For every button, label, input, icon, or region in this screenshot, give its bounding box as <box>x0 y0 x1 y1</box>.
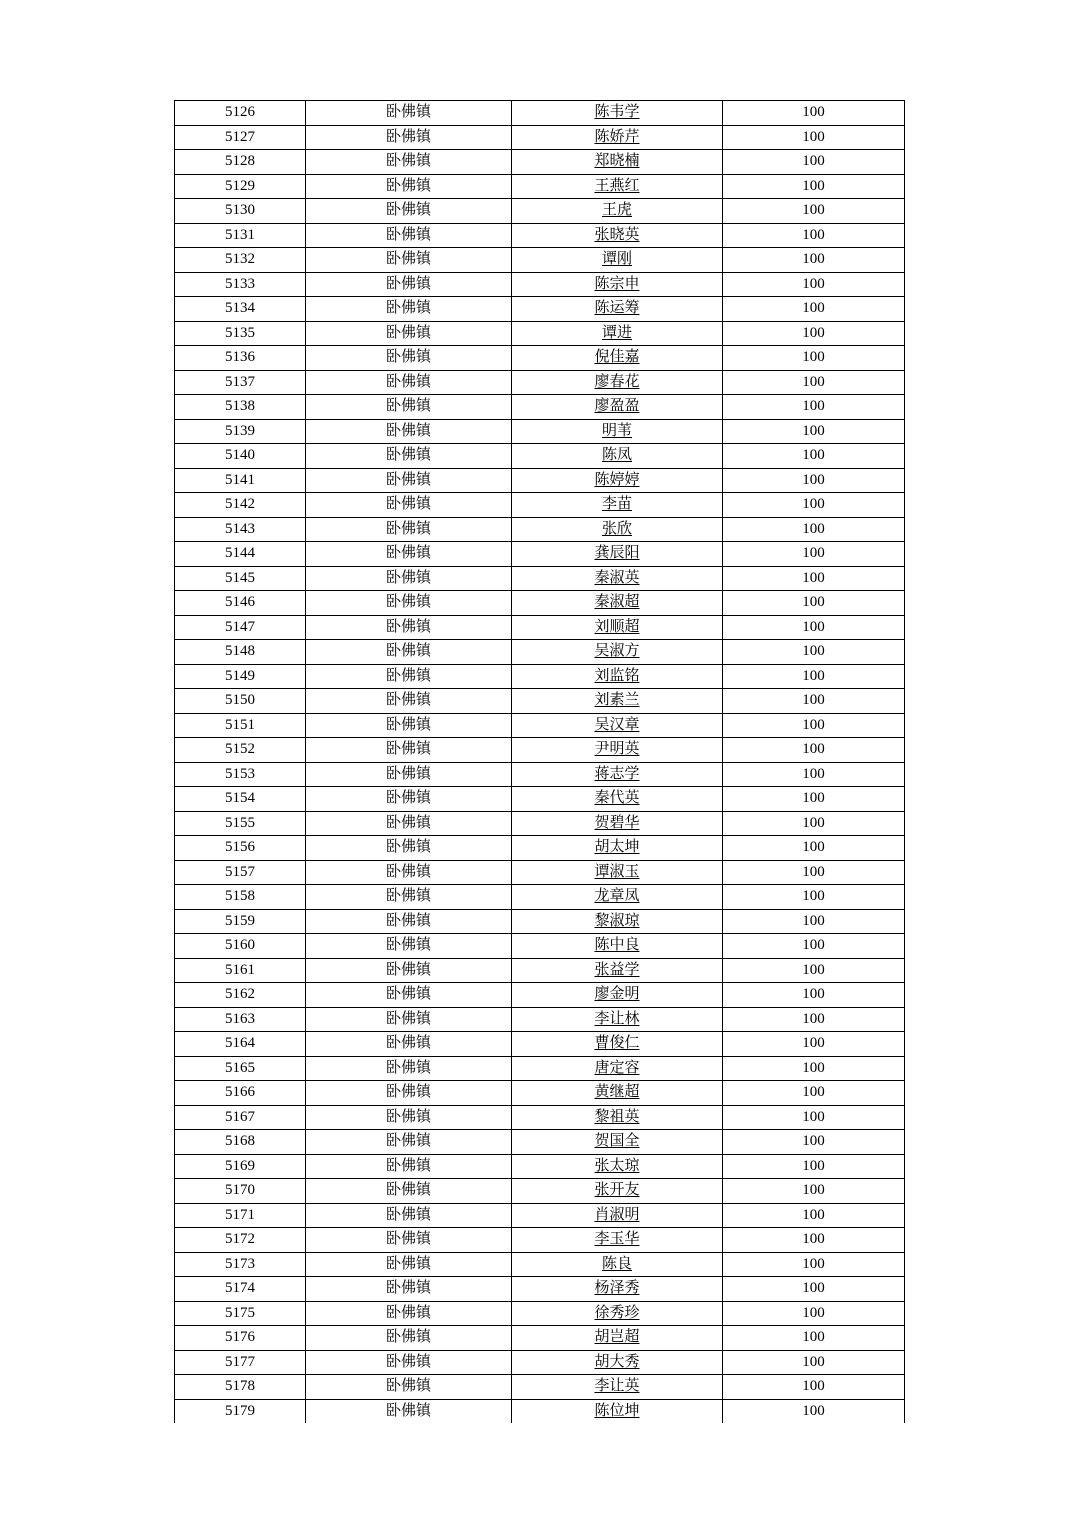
serial-cell: 5147 <box>175 615 306 640</box>
name-cell: 谭进 <box>512 321 723 346</box>
table-row <box>175 395 905 420</box>
name-cell: 张益学 <box>512 958 723 983</box>
town-cell: 卧佛镇 <box>306 1350 512 1375</box>
table-row <box>175 1056 905 1081</box>
table-row <box>175 1228 905 1253</box>
serial-cell: 5137 <box>175 370 306 395</box>
town-cell: 卧佛镇 <box>306 1081 512 1106</box>
name-cell: 黎淑琼 <box>512 909 723 934</box>
table-row <box>175 566 905 591</box>
serial-cell: 5157 <box>175 860 306 885</box>
amount-cell: 100 <box>723 395 905 420</box>
amount-cell: 100 <box>723 640 905 665</box>
name-cell: 胡大秀 <box>512 1350 723 1375</box>
name-cell: 刘素兰 <box>512 689 723 714</box>
town-cell: 卧佛镇 <box>306 297 512 322</box>
town-cell: 卧佛镇 <box>306 444 512 469</box>
name-cell: 尹明英 <box>512 738 723 763</box>
town-cell: 卧佛镇 <box>306 419 512 444</box>
name-cell: 秦代英 <box>512 787 723 812</box>
amount-cell: 100 <box>723 909 905 934</box>
town-cell: 卧佛镇 <box>306 370 512 395</box>
town-cell: 卧佛镇 <box>306 125 512 150</box>
town-cell: 卧佛镇 <box>306 762 512 787</box>
amount-cell: 100 <box>723 1228 905 1253</box>
name-cell: 陈运筹 <box>512 297 723 322</box>
table-row <box>175 713 905 738</box>
serial-cell: 5151 <box>175 713 306 738</box>
serial-cell: 5136 <box>175 346 306 371</box>
serial-cell: 5154 <box>175 787 306 812</box>
serial-cell: 5178 <box>175 1375 306 1400</box>
amount-cell: 100 <box>723 860 905 885</box>
town-cell: 卧佛镇 <box>306 1375 512 1400</box>
table-row <box>175 860 905 885</box>
serial-cell: 5149 <box>175 664 306 689</box>
amount-cell: 100 <box>723 444 905 469</box>
table-row <box>175 909 905 934</box>
serial-cell: 5148 <box>175 640 306 665</box>
name-cell: 谭刚 <box>512 248 723 273</box>
serial-cell: 5143 <box>175 517 306 542</box>
name-cell: 黄继超 <box>512 1081 723 1106</box>
name-cell: 曹俊仁 <box>512 1032 723 1057</box>
town-cell: 卧佛镇 <box>306 566 512 591</box>
serial-cell: 5174 <box>175 1277 306 1302</box>
table-row <box>175 419 905 444</box>
serial-cell: 5131 <box>175 223 306 248</box>
name-cell: 陈良 <box>512 1252 723 1277</box>
serial-cell: 5146 <box>175 591 306 616</box>
name-cell: 陈韦学 <box>512 101 723 126</box>
table-body <box>175 101 905 1424</box>
amount-cell: 100 <box>723 346 905 371</box>
name-cell: 肖淑明 <box>512 1203 723 1228</box>
town-cell: 卧佛镇 <box>306 1399 512 1423</box>
town-cell: 卧佛镇 <box>306 346 512 371</box>
serial-cell: 5155 <box>175 811 306 836</box>
name-cell: 胡岂超 <box>512 1326 723 1351</box>
name-cell: 李苗 <box>512 493 723 518</box>
amount-cell: 100 <box>723 689 905 714</box>
table-row <box>175 1007 905 1032</box>
table-row <box>175 248 905 273</box>
serial-cell: 5159 <box>175 909 306 934</box>
serial-cell: 5138 <box>175 395 306 420</box>
town-cell: 卧佛镇 <box>306 591 512 616</box>
amount-cell: 100 <box>723 517 905 542</box>
table-row <box>175 1301 905 1326</box>
serial-cell: 5168 <box>175 1130 306 1155</box>
serial-cell: 5133 <box>175 272 306 297</box>
town-cell: 卧佛镇 <box>306 983 512 1008</box>
serial-cell: 5172 <box>175 1228 306 1253</box>
table-row <box>175 762 905 787</box>
amount-cell: 100 <box>723 223 905 248</box>
table-row <box>175 983 905 1008</box>
name-cell: 贺碧华 <box>512 811 723 836</box>
town-cell: 卧佛镇 <box>306 1203 512 1228</box>
serial-cell: 5139 <box>175 419 306 444</box>
name-cell: 廖金明 <box>512 983 723 1008</box>
table-row <box>175 1179 905 1204</box>
town-cell: 卧佛镇 <box>306 248 512 273</box>
town-cell: 卧佛镇 <box>306 787 512 812</box>
town-cell: 卧佛镇 <box>306 909 512 934</box>
amount-cell: 100 <box>723 1032 905 1057</box>
serial-cell: 5170 <box>175 1179 306 1204</box>
name-cell: 杨泽秀 <box>512 1277 723 1302</box>
serial-cell: 5130 <box>175 199 306 224</box>
table-row <box>175 836 905 861</box>
town-cell: 卧佛镇 <box>306 1154 512 1179</box>
town-cell: 卧佛镇 <box>306 1228 512 1253</box>
table-row <box>175 1350 905 1375</box>
amount-cell: 100 <box>723 1007 905 1032</box>
serial-cell: 5126 <box>175 101 306 126</box>
town-cell: 卧佛镇 <box>306 1032 512 1057</box>
amount-cell: 100 <box>723 615 905 640</box>
town-cell: 卧佛镇 <box>306 689 512 714</box>
name-cell: 陈中良 <box>512 934 723 959</box>
name-cell: 明苇 <box>512 419 723 444</box>
town-cell: 卧佛镇 <box>306 664 512 689</box>
serial-cell: 5177 <box>175 1350 306 1375</box>
table-row <box>175 1081 905 1106</box>
serial-cell: 5164 <box>175 1032 306 1057</box>
serial-cell: 5160 <box>175 934 306 959</box>
name-cell: 吴汉章 <box>512 713 723 738</box>
amount-cell: 100 <box>723 321 905 346</box>
name-cell: 龚辰阳 <box>512 542 723 567</box>
table-row <box>175 811 905 836</box>
amount-cell: 100 <box>723 1350 905 1375</box>
amount-cell: 100 <box>723 811 905 836</box>
table-row <box>175 1154 905 1179</box>
town-cell: 卧佛镇 <box>306 860 512 885</box>
town-cell: 卧佛镇 <box>306 468 512 493</box>
amount-cell: 100 <box>723 1179 905 1204</box>
name-cell: 徐秀珍 <box>512 1301 723 1326</box>
serial-cell: 5134 <box>175 297 306 322</box>
name-cell: 张开友 <box>512 1179 723 1204</box>
town-cell: 卧佛镇 <box>306 958 512 983</box>
serial-cell: 5127 <box>175 125 306 150</box>
table-row <box>175 615 905 640</box>
table-row <box>175 738 905 763</box>
town-cell: 卧佛镇 <box>306 1277 512 1302</box>
town-cell: 卧佛镇 <box>306 1130 512 1155</box>
amount-cell: 100 <box>723 1326 905 1351</box>
town-cell: 卧佛镇 <box>306 836 512 861</box>
town-cell: 卧佛镇 <box>306 615 512 640</box>
table-row <box>175 517 905 542</box>
amount-cell: 100 <box>723 248 905 273</box>
amount-cell: 100 <box>723 297 905 322</box>
town-cell: 卧佛镇 <box>306 223 512 248</box>
table-row <box>175 297 905 322</box>
table-row <box>175 101 905 126</box>
town-cell: 卧佛镇 <box>306 517 512 542</box>
town-cell: 卧佛镇 <box>306 1252 512 1277</box>
table-row <box>175 1203 905 1228</box>
amount-cell: 100 <box>723 370 905 395</box>
town-cell: 卧佛镇 <box>306 101 512 126</box>
amount-cell: 100 <box>723 738 905 763</box>
serial-cell: 5144 <box>175 542 306 567</box>
serial-cell: 5132 <box>175 248 306 273</box>
amount-cell: 100 <box>723 1252 905 1277</box>
amount-cell: 100 <box>723 713 905 738</box>
serial-cell: 5167 <box>175 1105 306 1130</box>
serial-cell: 5173 <box>175 1252 306 1277</box>
town-cell: 卧佛镇 <box>306 542 512 567</box>
town-cell: 卧佛镇 <box>306 1179 512 1204</box>
serial-cell: 5145 <box>175 566 306 591</box>
town-cell: 卧佛镇 <box>306 811 512 836</box>
table-row <box>175 1032 905 1057</box>
amount-cell: 100 <box>723 493 905 518</box>
amount-cell: 100 <box>723 1399 905 1423</box>
serial-cell: 5141 <box>175 468 306 493</box>
table-row <box>175 1130 905 1155</box>
name-cell: 龙章凤 <box>512 885 723 910</box>
serial-cell: 5140 <box>175 444 306 469</box>
amount-cell: 100 <box>723 199 905 224</box>
amount-cell: 100 <box>723 101 905 126</box>
town-cell: 卧佛镇 <box>306 738 512 763</box>
serial-cell: 5175 <box>175 1301 306 1326</box>
table-row <box>175 199 905 224</box>
serial-cell: 5156 <box>175 836 306 861</box>
amount-cell: 100 <box>723 1105 905 1130</box>
name-cell: 秦淑超 <box>512 591 723 616</box>
serial-cell: 5128 <box>175 150 306 175</box>
name-cell: 唐定容 <box>512 1056 723 1081</box>
amount-cell: 100 <box>723 542 905 567</box>
table-row <box>175 934 905 959</box>
name-cell: 谭淑玉 <box>512 860 723 885</box>
name-cell: 郑晓楠 <box>512 150 723 175</box>
serial-cell: 5142 <box>175 493 306 518</box>
serial-cell: 5176 <box>175 1326 306 1351</box>
name-cell: 刘监铭 <box>512 664 723 689</box>
name-cell: 张欣 <box>512 517 723 542</box>
table-row <box>175 125 905 150</box>
amount-cell: 100 <box>723 419 905 444</box>
name-cell: 张太琼 <box>512 1154 723 1179</box>
name-cell: 陈婷婷 <box>512 468 723 493</box>
amount-cell: 100 <box>723 1081 905 1106</box>
name-cell: 王虎 <box>512 199 723 224</box>
amount-cell: 100 <box>723 272 905 297</box>
amount-cell: 100 <box>723 885 905 910</box>
table-row <box>175 370 905 395</box>
table-row <box>175 958 905 983</box>
name-cell: 廖盈盈 <box>512 395 723 420</box>
name-cell: 李玉华 <box>512 1228 723 1253</box>
amount-cell: 100 <box>723 566 905 591</box>
amount-cell: 100 <box>723 125 905 150</box>
amount-cell: 100 <box>723 1375 905 1400</box>
town-cell: 卧佛镇 <box>306 1326 512 1351</box>
town-cell: 卧佛镇 <box>306 934 512 959</box>
town-cell: 卧佛镇 <box>306 272 512 297</box>
name-cell: 张晓英 <box>512 223 723 248</box>
amount-cell: 100 <box>723 787 905 812</box>
town-cell: 卧佛镇 <box>306 321 512 346</box>
amount-cell: 100 <box>723 591 905 616</box>
table-row <box>175 174 905 199</box>
name-cell: 李让英 <box>512 1375 723 1400</box>
amount-cell: 100 <box>723 762 905 787</box>
serial-cell: 5135 <box>175 321 306 346</box>
table-row <box>175 787 905 812</box>
amount-cell: 100 <box>723 468 905 493</box>
name-cell: 秦淑英 <box>512 566 723 591</box>
table-row <box>175 689 905 714</box>
table-row <box>175 885 905 910</box>
serial-cell: 5171 <box>175 1203 306 1228</box>
town-cell: 卧佛镇 <box>306 1007 512 1032</box>
table-row <box>175 468 905 493</box>
table-row <box>175 321 905 346</box>
name-cell: 蒋志学 <box>512 762 723 787</box>
name-cell: 刘顺超 <box>512 615 723 640</box>
table-row <box>175 1105 905 1130</box>
name-cell: 陈娇芹 <box>512 125 723 150</box>
table-row <box>175 1326 905 1351</box>
amount-cell: 100 <box>723 1130 905 1155</box>
town-cell: 卧佛镇 <box>306 1056 512 1081</box>
serial-cell: 5169 <box>175 1154 306 1179</box>
amount-cell: 100 <box>723 174 905 199</box>
serial-cell: 5162 <box>175 983 306 1008</box>
table-row <box>175 664 905 689</box>
amount-cell: 100 <box>723 958 905 983</box>
name-cell: 陈凤 <box>512 444 723 469</box>
amount-cell: 100 <box>723 1277 905 1302</box>
serial-cell: 5152 <box>175 738 306 763</box>
table-row <box>175 272 905 297</box>
serial-cell: 5161 <box>175 958 306 983</box>
town-cell: 卧佛镇 <box>306 150 512 175</box>
table-row <box>175 1252 905 1277</box>
town-cell: 卧佛镇 <box>306 493 512 518</box>
table-row <box>175 1399 905 1423</box>
table-row <box>175 444 905 469</box>
name-cell: 贺国全 <box>512 1130 723 1155</box>
table-row <box>175 493 905 518</box>
town-cell: 卧佛镇 <box>306 640 512 665</box>
amount-cell: 100 <box>723 983 905 1008</box>
table-row <box>175 591 905 616</box>
name-cell: 李让林 <box>512 1007 723 1032</box>
name-cell: 陈位坤 <box>512 1399 723 1423</box>
serial-cell: 5179 <box>175 1399 306 1423</box>
serial-cell: 5129 <box>175 174 306 199</box>
serial-cell: 5153 <box>175 762 306 787</box>
table-row <box>175 640 905 665</box>
name-cell: 胡太坤 <box>512 836 723 861</box>
table-row <box>175 150 905 175</box>
recipient-table <box>174 100 905 1423</box>
town-cell: 卧佛镇 <box>306 885 512 910</box>
table-row <box>175 542 905 567</box>
town-cell: 卧佛镇 <box>306 199 512 224</box>
town-cell: 卧佛镇 <box>306 1105 512 1130</box>
table-row <box>175 223 905 248</box>
name-cell: 陈宗申 <box>512 272 723 297</box>
name-cell: 倪佳嘉 <box>512 346 723 371</box>
serial-cell: 5166 <box>175 1081 306 1106</box>
town-cell: 卧佛镇 <box>306 713 512 738</box>
amount-cell: 100 <box>723 1154 905 1179</box>
serial-cell: 5150 <box>175 689 306 714</box>
amount-cell: 100 <box>723 934 905 959</box>
town-cell: 卧佛镇 <box>306 174 512 199</box>
serial-cell: 5158 <box>175 885 306 910</box>
table-row <box>175 346 905 371</box>
amount-cell: 100 <box>723 836 905 861</box>
serial-cell: 5165 <box>175 1056 306 1081</box>
town-cell: 卧佛镇 <box>306 1301 512 1326</box>
table-row <box>175 1277 905 1302</box>
amount-cell: 100 <box>723 1203 905 1228</box>
amount-cell: 100 <box>723 150 905 175</box>
amount-cell: 100 <box>723 1301 905 1326</box>
name-cell: 吴淑方 <box>512 640 723 665</box>
name-cell: 黎祖英 <box>512 1105 723 1130</box>
amount-cell: 100 <box>723 664 905 689</box>
serial-cell: 5163 <box>175 1007 306 1032</box>
table-row <box>175 1375 905 1400</box>
town-cell: 卧佛镇 <box>306 395 512 420</box>
amount-cell: 100 <box>723 1056 905 1081</box>
name-cell: 王燕红 <box>512 174 723 199</box>
name-cell: 廖春花 <box>512 370 723 395</box>
